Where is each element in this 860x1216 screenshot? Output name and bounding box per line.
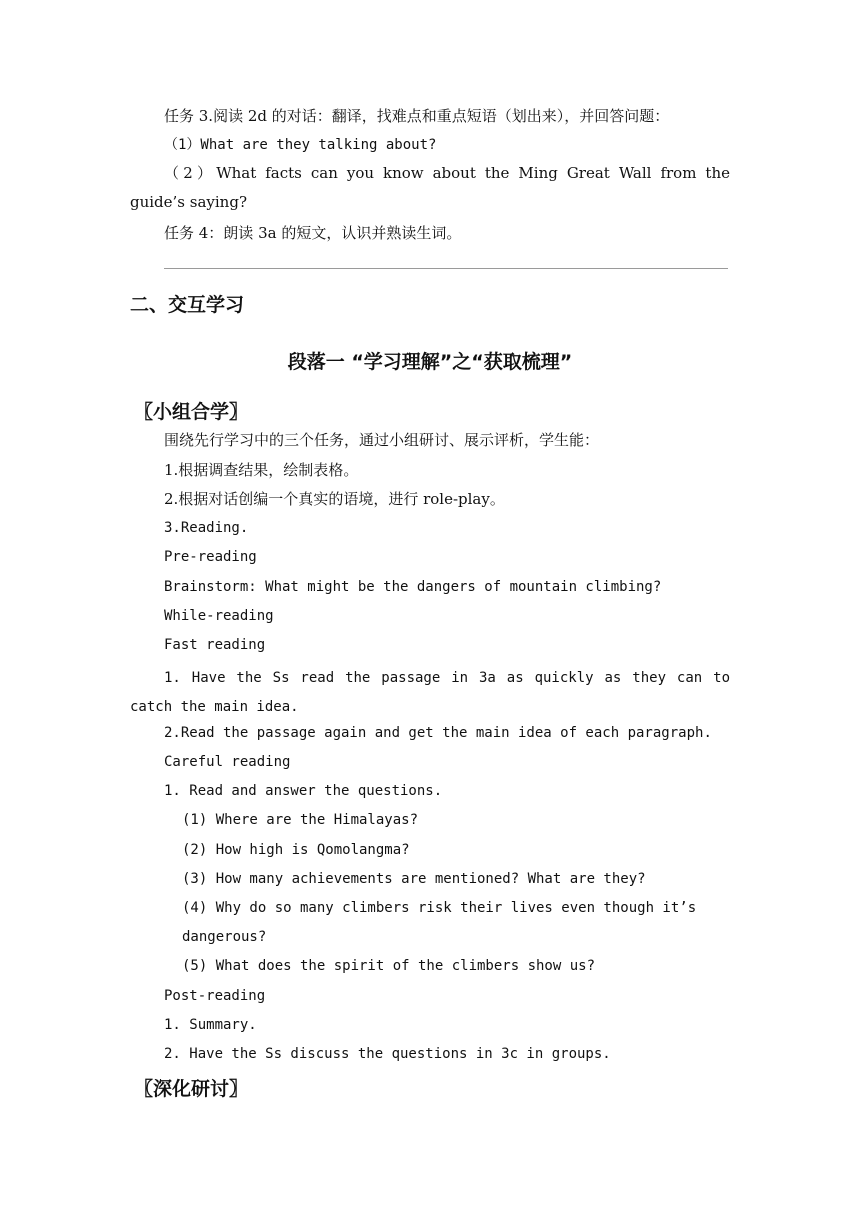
paragraph-title: 段落一 “学习理解”之“获取梳理” (287, 351, 573, 373)
task3-text: 任务 3.阅读 2d 的对话：翻译，找难点和重点短语（划出来），并回答问题： (164, 107, 670, 125)
question-item: (4) Why do so many climbers risk their lives even though it’s (182, 900, 697, 916)
fast-reading-label: Fast reading (164, 637, 266, 653)
while-reading-label: While-reading (164, 608, 274, 624)
question-item: (2) How high is Qomolangma? (182, 842, 410, 858)
divider-line (164, 268, 728, 269)
group-study-intro: 围绕先行学习中的三个任务，通过小组研讨、展示评析，学生能： (164, 431, 600, 449)
careful-reading-step-1: 1. Read and answer the questions. (164, 783, 443, 799)
deep-study-heading: 〖深化研讨〗 (134, 1078, 249, 1100)
task3-question-2: （2）What facts can you know about the Ming Great Wall from the guide’s saying? (130, 164, 730, 211)
group-item-3: 3.Reading. (164, 520, 249, 536)
careful-reading-label: Careful reading (164, 754, 291, 770)
question-item: (1) Where are the Himalayas? (182, 812, 419, 828)
question-item-continued: dangerous? (182, 929, 267, 945)
fast-reading-step-2: 2.Read the passage again and get the main idea of each paragraph. (164, 725, 712, 741)
task4-text: 任务 4：朗读 3a 的短文，认识并熟读生词。 (164, 224, 462, 242)
group-study-heading: 〖小组合学〗 (134, 401, 249, 423)
post-reading-step-2: 2. Have the Ss discuss the questions in 3c in groups. (164, 1046, 611, 1062)
pre-reading-label: Pre-reading (164, 549, 257, 565)
task3-question-1: （1）What are they talking about? (164, 137, 437, 153)
post-reading-step-1: 1. Summary. (164, 1017, 257, 1033)
group-item-1: 1.根据调查结果，绘制表格。 (164, 461, 359, 479)
question-item: (5) What does the spirit of the climbers show us? (182, 958, 596, 974)
group-item-2: 2.根据对话创编一个真实的语境，进行 role-play。 (164, 490, 505, 508)
brainstorm-text: Brainstorm: What might be the dangers of mountain climbing? (164, 579, 662, 595)
post-reading-label: Post-reading (164, 988, 266, 1004)
question-item: (3) How many achievements are mentioned? What are they? (182, 871, 646, 887)
section-title: 二、交互学习 (130, 294, 245, 316)
fast-reading-step-1: 1. Have the Ss read the passage in 3a as quickly as they can to catch the main idea. (130, 670, 730, 715)
